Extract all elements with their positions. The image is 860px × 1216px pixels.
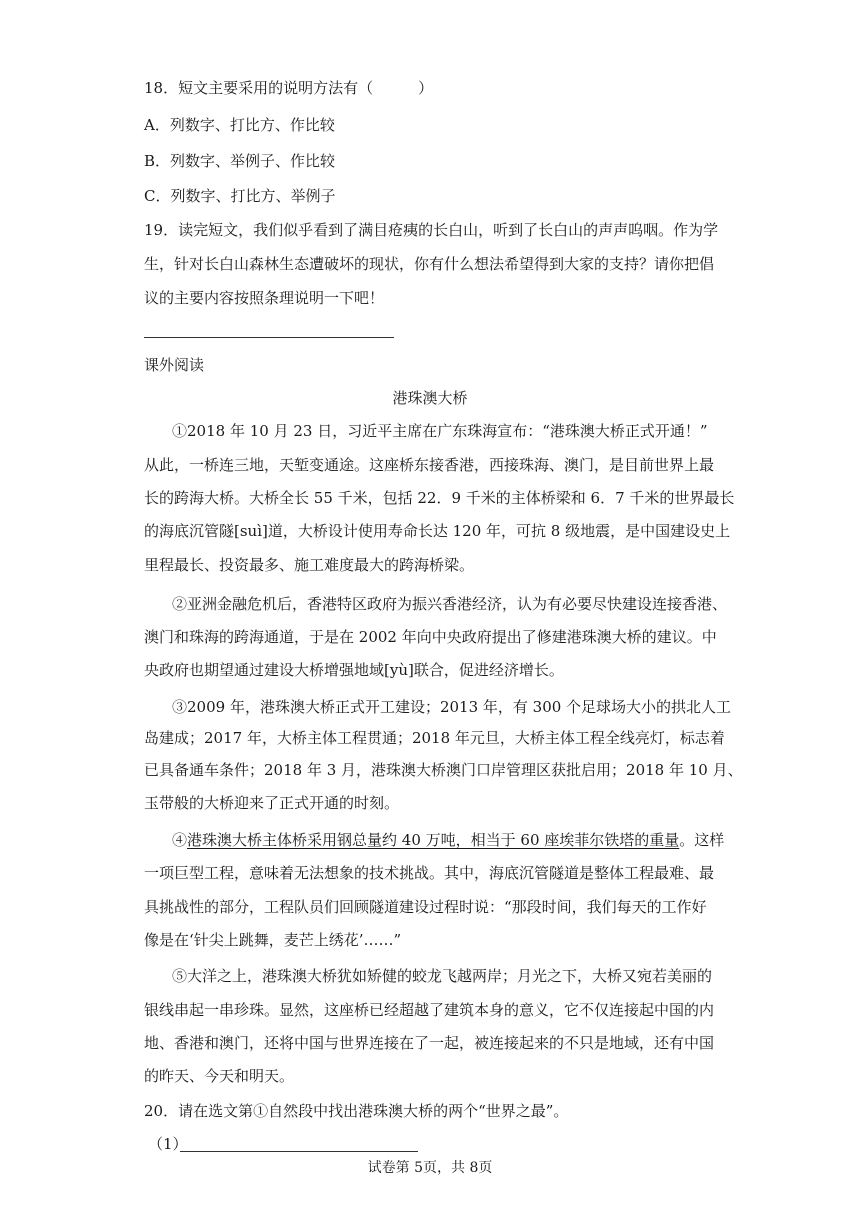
paragraph-3-line: 玉带般的大桥迎来了正式开通的时刻。 [144,794,400,812]
paragraph-3-line: 已具备通车条件；2018 年 3 月，港珠澳大桥澳门口岸管理区获批启用；2018 年 10 月、 [144,761,743,779]
underlined-sentence: 港珠澳大桥主体桥采用钢总量约 40 万吨，相当于 60 座埃菲尔铁塔的重量 [187,831,680,849]
article-title: 港珠澳大桥 [392,389,468,407]
paragraph-5-line: ⑤大洋之上，港珠澳大桥犹如矫健的蛟龙飞越两岸；月光之下，大桥又宛若美丽的 [172,967,713,985]
option-b: B．列数字、举例子、作比较 [144,152,336,170]
question-18-stem: 18．短文主要采用的说明方法有（ ） [144,79,434,97]
page-footer: 试卷第 5页，共 8页 [367,1160,493,1176]
paragraph-1-line: ①2018 年 10 月 23 日，习近平主席在广东珠海宣布：“港珠澳大桥正式开通！” [172,422,708,440]
paragraph-2-line: 澳门和珠海的跨海通道，于是在 2002 年向中央政府提出了修建港珠澳大桥的建议。中 [144,628,717,646]
question-19-line: 议的主要内容按照条理说明一下吧！ [144,289,385,307]
paragraph-1-line: 的海底沉管隧[suì]道，大桥设计使用寿命长达 120 年，可抗 8 级地震，是中国建设史上 [144,522,731,540]
paragraph-2-line: 央政府也期望通过建设大桥增强地域[yù]联合，促进经济增长。 [144,661,564,679]
section-label: 课外阅读 [144,356,205,374]
paragraph-1-line: 从此，一桥连三地，天堑变通途。这座桥东接香港，西接珠海、澳门，是目前世界上最 [144,456,715,474]
paragraph-1-line: 里程最长、投资最多、施工难度最大的跨海桥梁。 [144,556,475,574]
paragraph-5-line: 地、香港和澳门，还将中国与世界连接在了一起，被连接起来的不只是地域，还有中国 [144,1034,715,1052]
question-19-line: 19．读完短文，我们似乎看到了满目疮痍的长白山，听到了长白山的声声呜咽。作为学 [144,221,719,239]
paragraph-4-number: ④ [172,831,188,849]
paragraph-4-line: 具挑战性的部分，工程队员们回顾隧道建设过程时说：“那段时间，我们每天的工作好 [144,898,707,916]
option-c: C．列数字、打比方、举例子 [144,187,336,205]
paragraph-4-line: 像是在‘针尖上跳舞，麦芒上绣花’……” [144,931,402,949]
answer-line-19[interactable] [144,337,394,338]
paragraph-5-line: 的昨天、今天和明天。 [144,1067,295,1085]
paragraph-2-line: ②亚洲金融危机后，香港特区政府为振兴香港经济，认为有必要尽快建设连接香港、 [172,595,728,613]
option-a: A．列数字、打比方、作比较 [144,116,335,134]
paragraph-3-line: ③2009 年，港珠澳大桥正式开工建设；2013 年，有 300 个足球场大小的拱北人工 [172,698,732,716]
paragraph-3-line: 岛建成；2017 年，大桥主体工程贯通；2018 年元旦，大桥主体工程全线亮灯，标志着 [144,729,725,747]
paragraph-4-tail: 。这样 [679,831,725,849]
answer-line-20-1[interactable] [180,1151,418,1152]
question-19-line: 生，针对长白山森林生态遭破坏的现状，你有什么想法希望得到大家的支持？请你把倡 [144,255,715,273]
paragraph-4-line: 一项巨型工程，意味着无法想象的技术挑战。其中，海底沉管隧道是整体工程最难、最 [144,864,715,882]
paragraph-4-first-line [172,830,724,850]
paragraph-1-line: 长的跨海大桥。大桥全长 55 千米，包括 22．9 千米的主体桥梁和 6．7 千米的世界最长 [144,489,735,507]
question-20-stem: 20．请在选文第①自然段中找出港珠澳大桥的两个“世界之最”。 [144,1102,569,1120]
answer-label-1: （1） [148,1135,188,1153]
paragraph-5-line: 银线串起一串珍珠。显然，这座桥已经超越了建筑本身的意义，它不仅连接起中国的内 [144,1001,715,1019]
